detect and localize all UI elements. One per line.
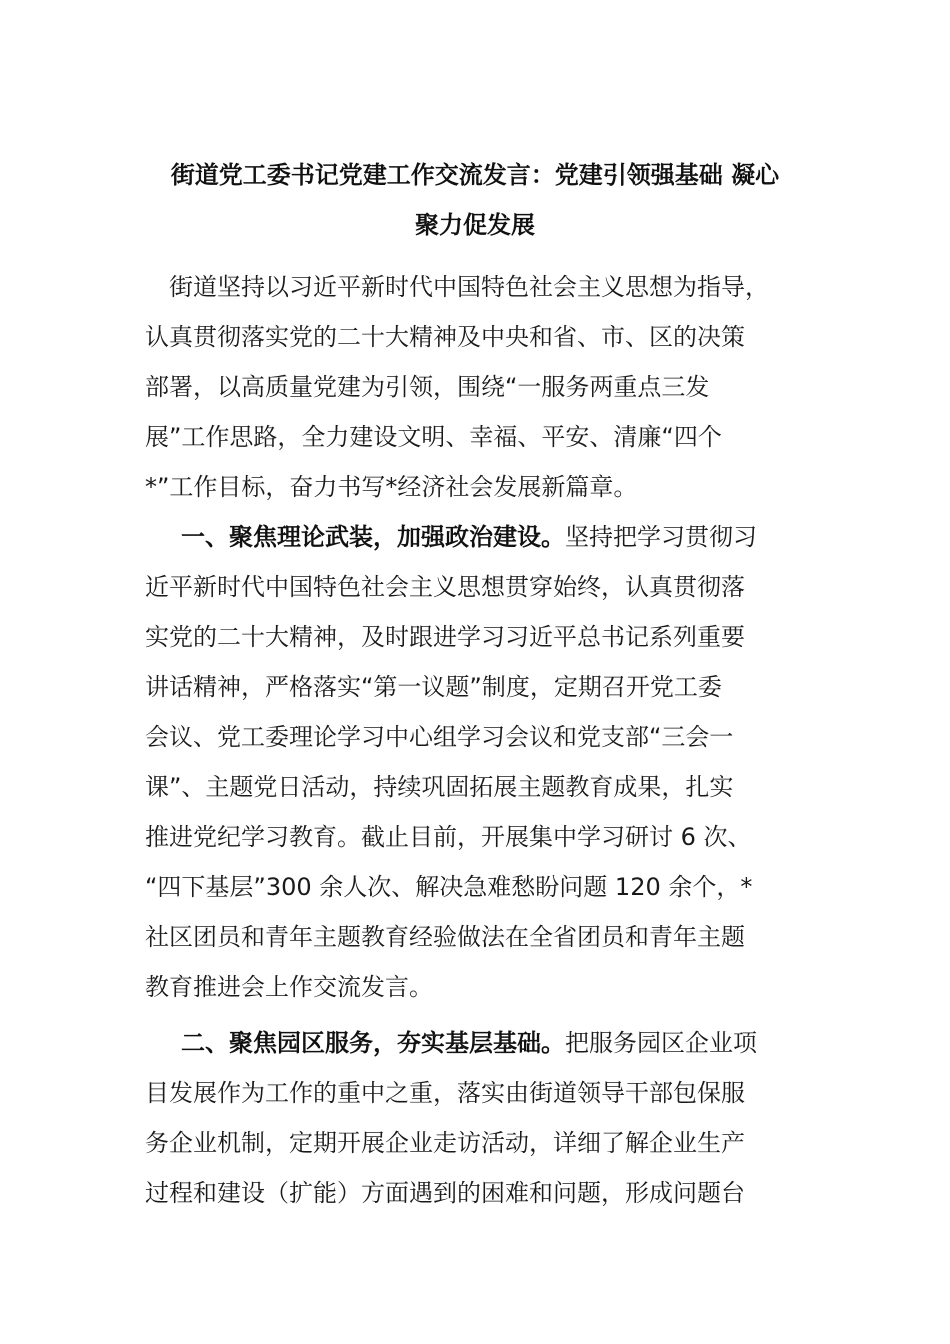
section-first-line [181, 512, 757, 562]
section-text: 把服务园区企业项 [565, 1029, 757, 1057]
paragraph-line: 推进党纪学习教育。截止目前，开展集中学习研讨 6 次、 [145, 823, 752, 851]
paragraph-line: 会议、党工委理论学习中心组学习会议和党支部“三会一 [145, 723, 734, 751]
paragraph-line: *”工作目标，奋力书写*经济社会发展新篇章。 [145, 473, 638, 501]
paragraph-line: 讲话精神，严格落实“第一议题”制度，定期召开党工委 [145, 673, 722, 701]
title-line-2: 聚力促发展 [415, 211, 535, 239]
paragraph-line: 过程和建设（扩能）方面遇到的困难和问题，形成问题台 [145, 1179, 745, 1207]
paragraph-line: 街道坚持以习近平新时代中国特色社会主义思想为指导， [145, 273, 769, 301]
title-line-1: 街道党工委书记党建工作交流发言：党建引领强基础 凝心 [170, 161, 780, 189]
section-text: 坚持把学习贯彻习 [565, 523, 757, 551]
paragraph-line: 部署，以高质量党建为引领，围绕“一服务两重点三发 [145, 373, 710, 401]
paragraph-line: 近平新时代中国特色社会主义思想贯穿始终，认真贯彻落 [145, 573, 745, 601]
paragraph-line: 实党的二十大精神，及时跟进学习习近平总书记系列重要 [145, 623, 745, 651]
section-heading: 一、聚焦理论武装，加强政治建设。 [181, 523, 565, 551]
paragraph-line: 社区团员和青年主题教育经验做法在全省团员和青年主题 [145, 923, 745, 951]
paragraph-line: 认真贯彻落实党的二十大精神及中央和省、市、区的决策 [145, 323, 745, 351]
section-heading: 二、聚焦园区服务，夯实基层基础。 [181, 1029, 565, 1057]
paragraph-line: 务企业机制，定期开展企业走访活动，详细了解企业生产 [145, 1129, 745, 1157]
paragraph-line: 教育推进会上作交流发言。 [145, 973, 433, 1001]
paragraph-line: 目发展作为工作的重中之重，落实由街道领导干部包保服 [145, 1079, 745, 1107]
paragraph-line: 课”、主题党日活动，持续巩固拓展主题教育成果，扎实 [145, 773, 734, 801]
paragraph-line: “四下基层”300 余人次、解决急难愁盼问题 120 余个，* [145, 873, 753, 901]
document-title [140, 150, 810, 250]
paragraph-line: 展”工作思路，全力建设文明、幸福、平安、清廉“四个 [145, 423, 722, 451]
section-first-line [181, 1018, 757, 1068]
